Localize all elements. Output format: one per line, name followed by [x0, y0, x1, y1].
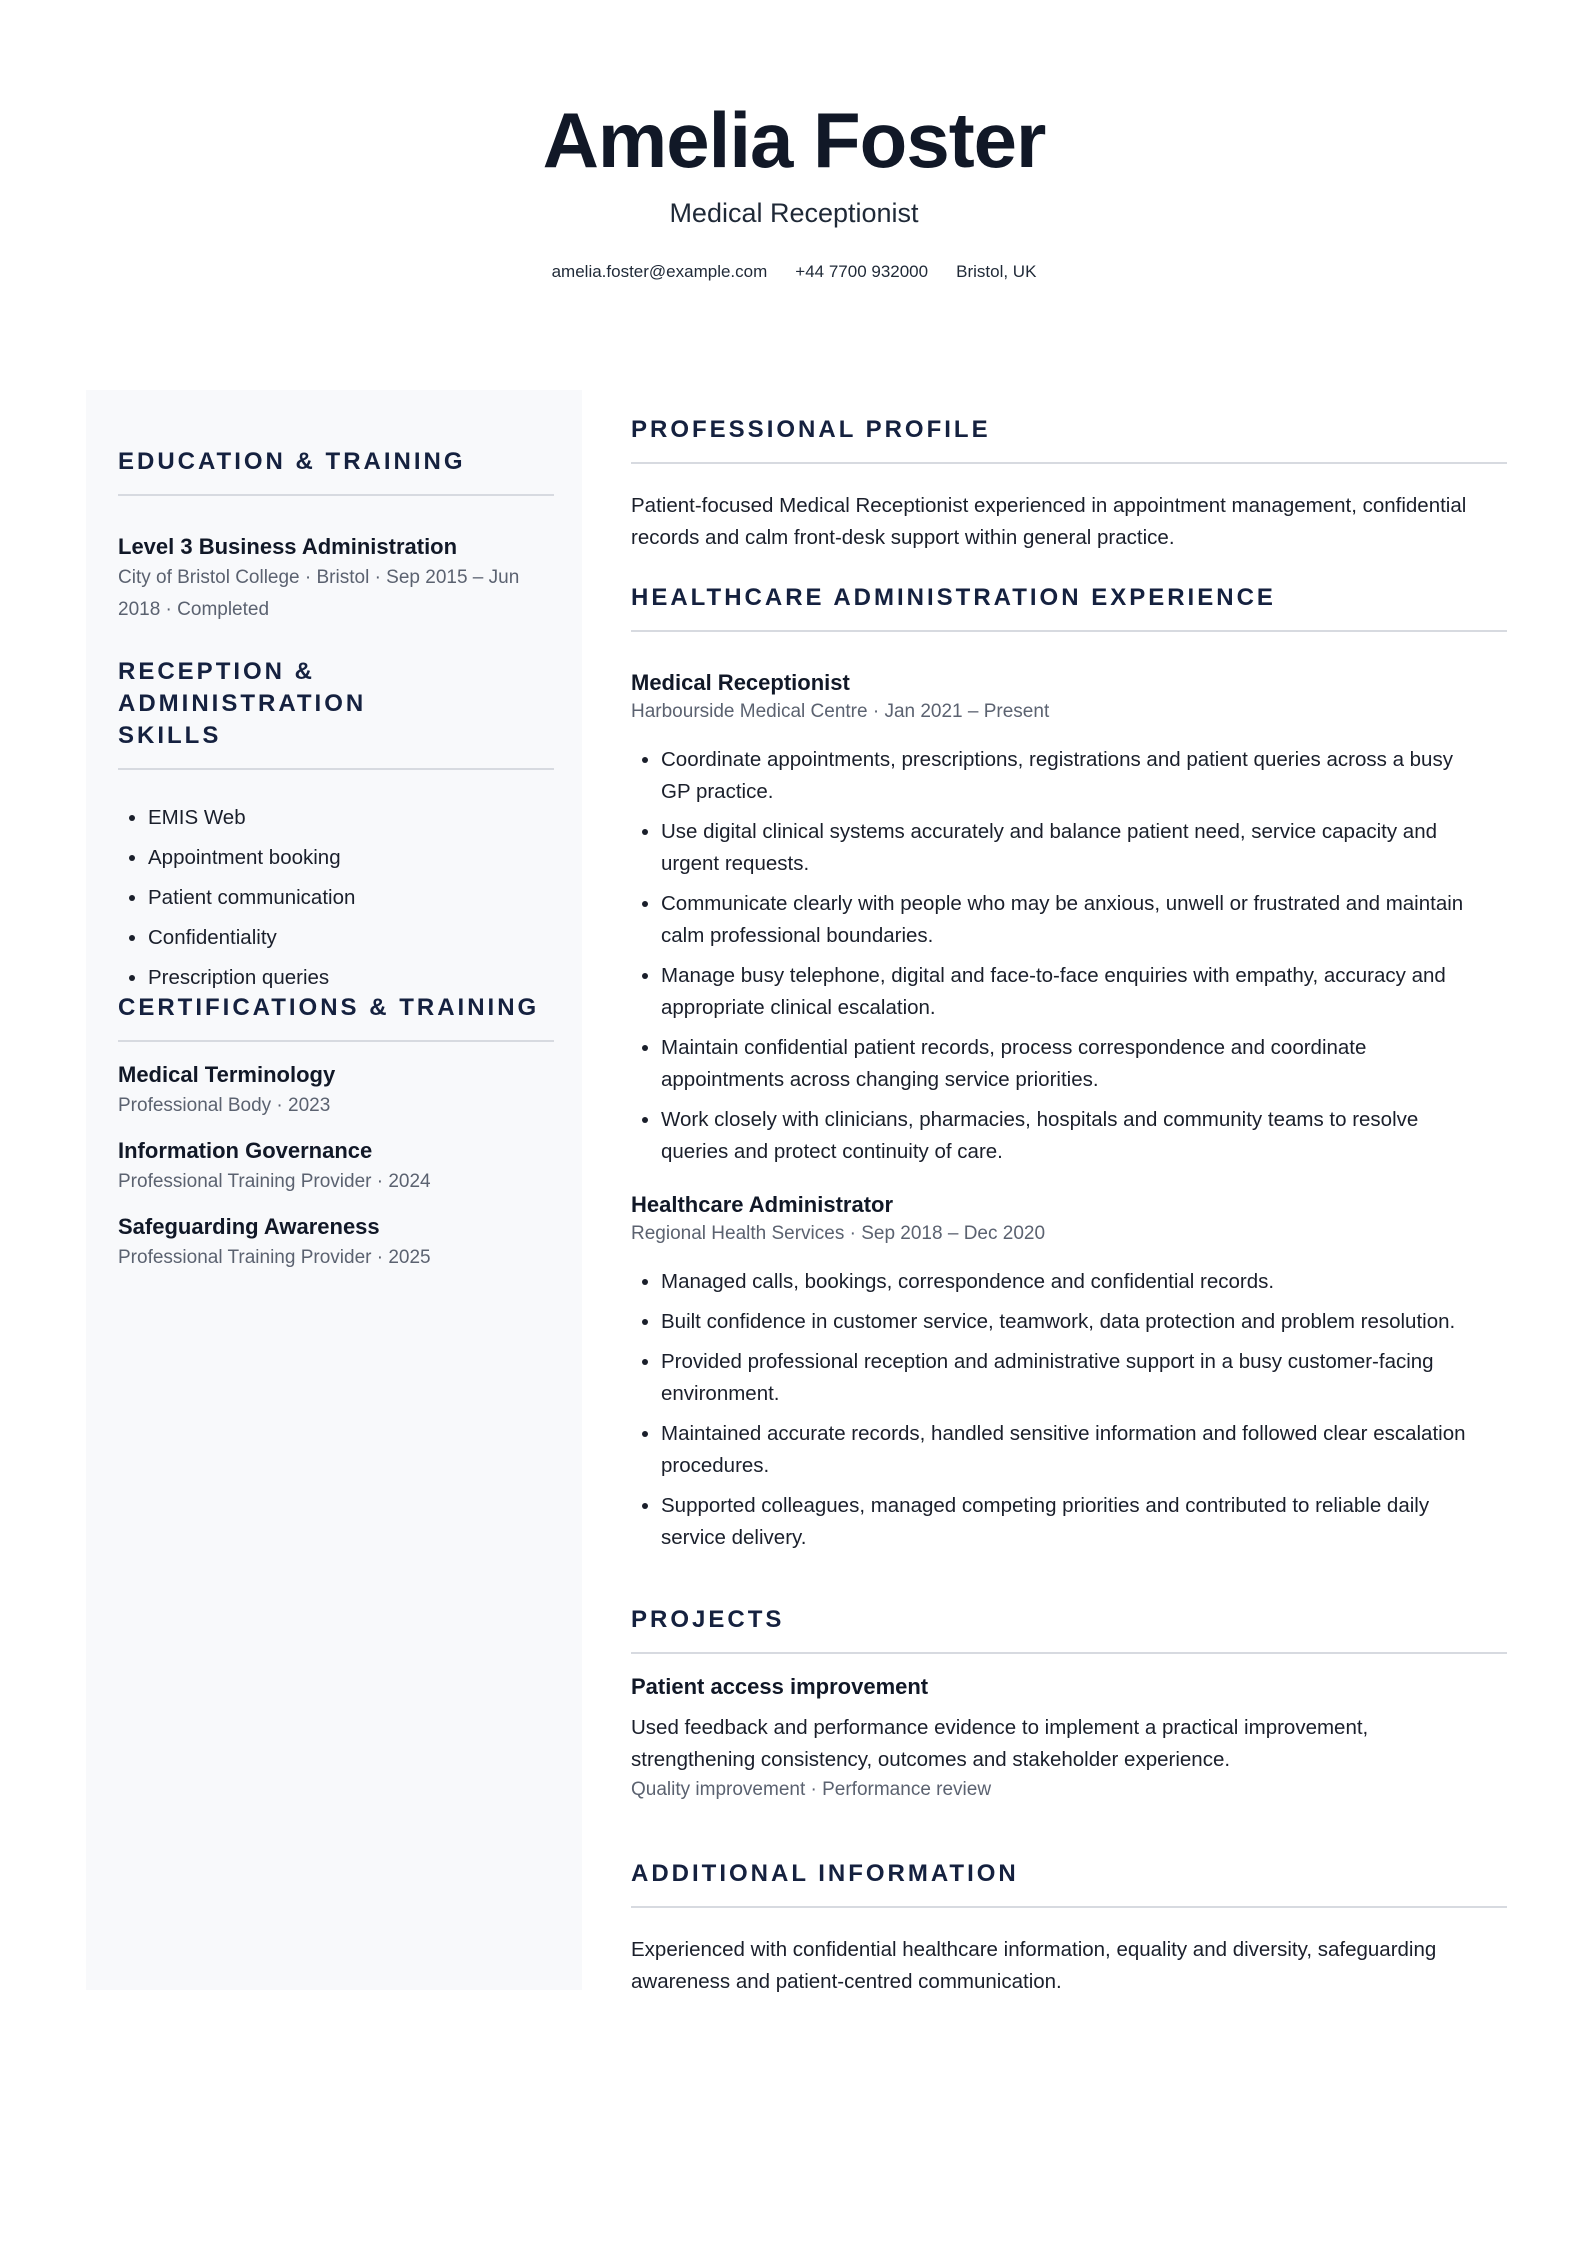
- skills-title-line2: SKILLS: [118, 722, 222, 749]
- certification-meta: Professional Training Provider · 2025: [118, 1247, 431, 1268]
- project-item: [631, 1672, 1507, 1804]
- profile-line: records and calm front-desk support within general practice.: [631, 526, 1175, 549]
- additional-line: Experienced with confidential healthcare information, equality and diversity, safeguarding: [631, 1938, 1437, 1961]
- job-entry: [631, 1190, 1507, 1554]
- contact-phone[interactable]: +44 7700 932000: [795, 262, 929, 281]
- candidate-headline: Medical Receptionist: [669, 198, 919, 228]
- additional-line: awareness and patient-centred communication.: [631, 1970, 1062, 1993]
- education-item-meta-1: City of Bristol College · Bristol · Sep 2015 – Jun: [118, 567, 520, 588]
- profile-summary: [631, 490, 1507, 554]
- project-description: [631, 1712, 1507, 1776]
- job-bullet: • Maintain confidential patient records, process correspondence and coordinate appointments across changing service priorities.: [661, 1032, 1507, 1096]
- certification-title: Information Governance: [118, 1138, 373, 1163]
- job-bullet: • Provided professional reception and administrative support in a busy customer-facing environment.: [661, 1346, 1507, 1410]
- certifications-section: [118, 992, 554, 1274]
- job-title: Medical Receptionist: [631, 670, 850, 695]
- certification-title: Medical Terminology: [118, 1062, 336, 1087]
- profile-section: [631, 414, 1507, 554]
- job-bullets: [631, 744, 1507, 1168]
- skills-title-line1: RECEPTION & ADMINISTRATION: [118, 658, 367, 717]
- education-item-title: Level 3 Business Administration: [118, 534, 458, 559]
- job-bullet: • Manage busy telephone, digital and face-to-face enquiries with empathy, accuracy and appropriate clinical escalation.: [661, 960, 1507, 1024]
- skills-divider: [118, 768, 554, 770]
- projects-title: PROJECTS: [631, 1606, 785, 1633]
- profile-line: Patient-focused Medical Receptionist experienced in appointment management, confidential: [631, 494, 1467, 517]
- education-title: EDUCATION & TRAINING: [118, 448, 466, 475]
- candidate-name: Amelia Foster: [542, 96, 1046, 184]
- certification-title: Safeguarding Awareness: [118, 1214, 380, 1239]
- job-bullet: • Use digital clinical systems accurately and balance patient need, service capacity and urgent requests.: [661, 816, 1507, 880]
- certification-item: [118, 1212, 554, 1274]
- skill-item: • Prescription queries: [148, 962, 554, 994]
- projects-section: [631, 1604, 1507, 1804]
- project-line: Used feedback and performance evidence to implement a practical improvement,: [631, 1716, 1369, 1739]
- certification-item: [118, 1060, 554, 1122]
- additional-title: ADDITIONAL INFORMATION: [631, 1860, 1019, 1887]
- contact-email[interactable]: amelia.foster@example.com: [551, 262, 768, 281]
- additional-divider: [631, 1906, 1507, 1908]
- project-tags: Quality improvement · Performance review: [631, 1779, 992, 1800]
- education-item: [118, 532, 554, 626]
- profile-divider: [631, 462, 1507, 464]
- projects-divider: [631, 1652, 1507, 1654]
- skill-item: • Appointment booking: [148, 842, 554, 874]
- project-line: strengthening consistency, outcomes and stakeholder experience.: [631, 1748, 1231, 1771]
- experience-section: [631, 582, 1507, 1554]
- job-title: Healthcare Administrator: [631, 1192, 894, 1217]
- education-section: [118, 446, 554, 626]
- job-bullet: • Supported colleagues, managed competing priorities and contributed to reliable daily service delivery.: [661, 1490, 1507, 1554]
- skill-item: • Confidentiality: [148, 922, 554, 954]
- additional-text: [631, 1934, 1507, 1998]
- experience-title: HEALTHCARE ADMINISTRATION EXPERIENCE: [631, 584, 1276, 611]
- contact-line: [0, 260, 1588, 284]
- job-bullet: • Coordinate appointments, prescriptions, registrations and patient queries across a busy GP practice.: [661, 744, 1507, 808]
- certifications-divider: [118, 1040, 554, 1042]
- project-title: Patient access improvement: [631, 1674, 929, 1699]
- skill-item: • Patient communication: [148, 882, 554, 914]
- job-bullet: • Communicate clearly with people who may be anxious, unwell or frustrated and maintain calm professional boundaries.: [661, 888, 1507, 952]
- skills-section: [118, 656, 554, 994]
- profile-title: PROFESSIONAL PROFILE: [631, 416, 991, 443]
- sidebar: [86, 390, 582, 1990]
- certification-item: [118, 1136, 554, 1198]
- education-divider: [118, 494, 554, 496]
- contact-location: Bristol, UK: [956, 262, 1037, 281]
- job-bullets: [631, 1266, 1507, 1554]
- certification-meta: Professional Body · 2023: [118, 1095, 331, 1116]
- job-entry: [631, 668, 1507, 1168]
- skills-list: [118, 802, 554, 994]
- job-meta: Regional Health Services · Sep 2018 – Dec 2020: [631, 1223, 1046, 1244]
- job-bullet: • Work closely with clinicians, pharmacies, hospitals and community teams to resolve queries and protect continuity of care.: [661, 1104, 1507, 1168]
- education-item-meta-2: 2018 · Completed: [118, 599, 270, 620]
- certifications-title: CERTIFICATIONS & TRAINING: [118, 994, 540, 1021]
- skill-item: • EMIS Web: [148, 802, 554, 834]
- experience-divider: [631, 630, 1507, 632]
- certification-meta: Professional Training Provider · 2024: [118, 1171, 431, 1192]
- job-bullet: • Built confidence in customer service, teamwork, data protection and problem resolution.: [661, 1306, 1507, 1338]
- job-meta: Harbourside Medical Centre · Jan 2021 – Present: [631, 701, 1050, 722]
- additional-section: [631, 1858, 1507, 1998]
- job-bullet: • Managed calls, bookings, correspondence and confidential records.: [661, 1266, 1507, 1298]
- job-bullet: • Maintained accurate records, handled sensitive information and followed clear escalation procedures.: [661, 1418, 1507, 1482]
